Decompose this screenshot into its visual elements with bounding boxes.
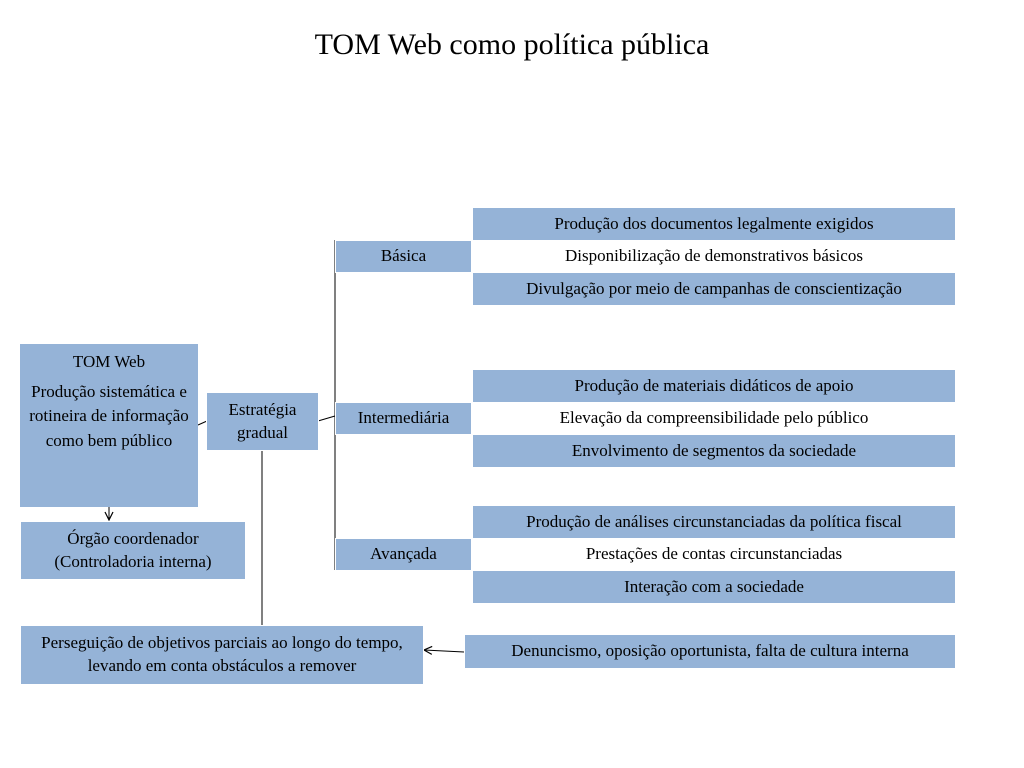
- item-avancada-1: Produção de análises circunstanciadas da política fiscal: [472, 505, 956, 539]
- obstaculos-box: Denuncismo, oposição oportunista, falta de cultura interna: [464, 634, 956, 669]
- item-intermediaria-3: Envolvimento de segmentos da sociedade: [472, 434, 956, 468]
- item-basica-2: Disponibilização de demonstrativos básicos: [472, 241, 956, 272]
- item-basica-1: Produção dos documentos legalmente exigidos: [472, 207, 956, 241]
- orgao-coordenador-box: Órgão coordenador (Controladoria interna): [20, 521, 246, 580]
- tom-web-box: [20, 344, 198, 507]
- page-title: TOM Web como política pública: [314, 28, 710, 61]
- item-avancada-2: Prestações de contas circunstanciadas: [472, 539, 956, 570]
- tom-web-body: Produção sistemática e rotineira de informação como bem público: [29, 381, 189, 451]
- item-intermediaria-2: Elevação da compreensibilidade pelo público: [472, 403, 956, 434]
- level-intermediaria: Intermediária: [335, 402, 472, 435]
- item-basica-3: Divulgação por meio de campanhas de conscientização: [472, 272, 956, 306]
- item-avancada-3: Interação com a sociedade: [472, 570, 956, 604]
- level-basica: Básica: [335, 240, 472, 273]
- level-avancada: Avançada: [335, 538, 472, 571]
- estrategia-box: Estratégia gradual: [206, 392, 319, 451]
- item-intermediaria-1: Produção de materiais didáticos de apoio: [472, 369, 956, 403]
- line-estrategia-branch: [318, 416, 335, 421]
- perseguicao-box: Perseguição de objetivos parciais ao longo do tempo, levando em conta obstáculos a remover: [20, 625, 424, 685]
- tom-web-heading: TOM Web: [72, 352, 146, 371]
- arrow-obstaculos-perseguicao: [424, 650, 464, 652]
